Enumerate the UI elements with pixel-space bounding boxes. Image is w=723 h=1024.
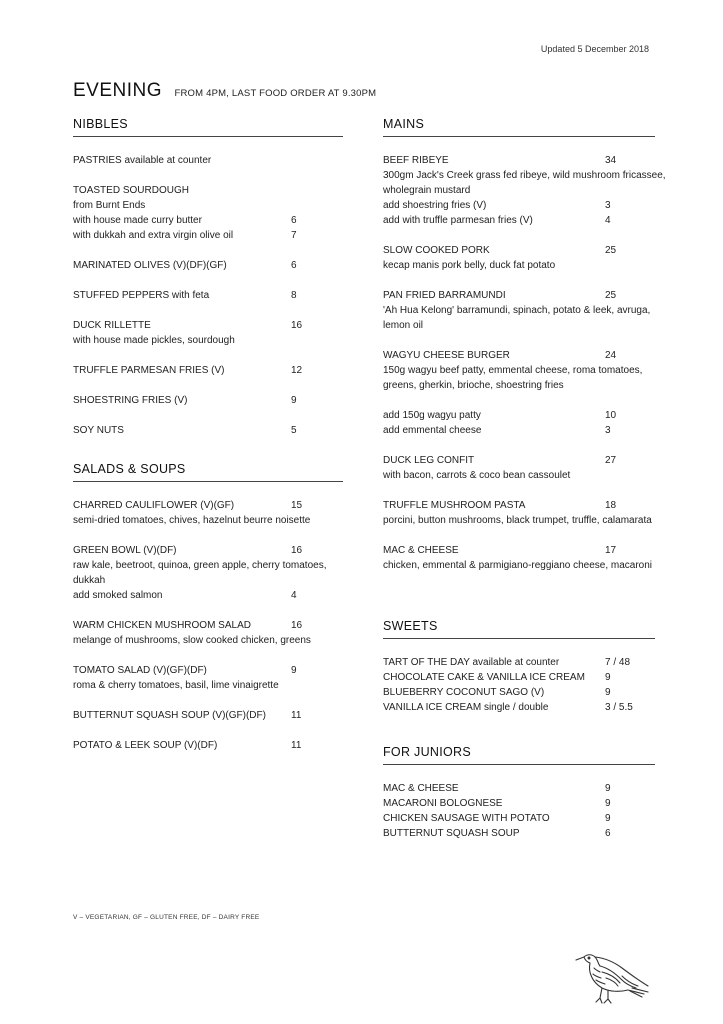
menu-item: [73, 663, 343, 693]
item-desc: melange of mushrooms, slow cooked chicken, greens: [73, 635, 311, 646]
section-title-juniors: FOR JUNIORS: [383, 745, 655, 765]
add-on-text: add 150g wagyu patty: [383, 410, 481, 421]
item-desc: 300gm Jack's Creek grass fed ribeye, wild mushroom fricassee, wholegrain mustard: [383, 170, 666, 196]
left-column: [73, 117, 343, 768]
add-on-price: 3: [605, 200, 611, 211]
menu-item: [383, 153, 666, 228]
nibbles-section: [73, 117, 343, 438]
menu-item: [73, 708, 343, 723]
menu-item: [73, 183, 343, 243]
item-price: 27: [605, 455, 617, 466]
item-price: 9: [291, 395, 297, 406]
item-price: 8: [291, 290, 297, 301]
right-column: [383, 117, 666, 841]
menu-item: [73, 738, 343, 753]
item-name: TRUFFLE PARMESAN FRIES (V): [73, 365, 225, 376]
section-title-sweets: SWEETS: [383, 619, 655, 639]
item-name: MAC & CHEESE: [383, 545, 459, 556]
menu-item: [73, 153, 343, 168]
menu-item: [383, 670, 655, 685]
item-name: MACARONI BOLOGNESE: [383, 798, 503, 809]
updated-date: Updated 5 December 2018: [540, 44, 649, 54]
item-name: TART OF THE DAY available at counter: [383, 657, 560, 668]
item-name: BEEF RIBEYE: [383, 155, 449, 166]
item-desc: raw kale, beetroot, quinoa, green apple, cherry tomatoes, dukkah: [73, 560, 327, 586]
add-on-text: add emmental cheese: [383, 425, 482, 436]
menu-item: [383, 453, 655, 483]
menu-item: [383, 243, 655, 273]
add-on-text: add shoestring fries (V): [383, 200, 487, 211]
menu-item: [383, 498, 655, 528]
item-name: WAGYU CHEESE BURGER: [383, 350, 510, 361]
item-name: BUTTERNUT SQUASH SOUP (V)(GF)(DF): [73, 710, 266, 721]
menu-item: [383, 811, 655, 826]
item-price: 12: [291, 365, 303, 376]
item-price: 34: [605, 155, 617, 166]
menu-item: [383, 700, 655, 715]
dietary-legend: V – VEGETARIAN, GF – GLUTEN FREE, DF – DAIRY FREE: [73, 914, 260, 921]
menu-item: [73, 498, 343, 528]
item-price: 9: [605, 672, 611, 683]
item-price: 16: [291, 620, 303, 631]
item-name: CHARRED CAULIFLOWER (V)(GF): [73, 500, 235, 511]
menu-item: [73, 543, 343, 603]
item-name: TOASTED SOURDOUGH: [73, 185, 189, 196]
bird-icon: [572, 946, 650, 1006]
section-title-mains: MAINS: [383, 117, 655, 137]
item-name: PASTRIES available at counter: [73, 155, 212, 166]
menu-item: [383, 685, 655, 700]
add-on-price: 10: [605, 410, 617, 421]
menu-item: [73, 258, 343, 273]
menu-item: [383, 655, 655, 670]
item-name: DUCK RILLETTE: [73, 320, 151, 331]
item-name: SLOW COOKED PORK: [383, 245, 490, 256]
item-name: WARM CHICKEN MUSHROOM SALAD: [73, 620, 251, 631]
menu-item: [73, 618, 343, 648]
item-price: 5: [291, 425, 297, 436]
item-price: 6: [605, 828, 611, 839]
menu-item: [383, 288, 655, 333]
item-price: 17: [605, 545, 617, 556]
item-price: 16: [291, 545, 303, 556]
item-price: 25: [605, 245, 617, 256]
section-title-nibbles: NIBBLES: [73, 117, 343, 137]
add-on-text: add smoked salmon: [73, 590, 163, 601]
item-price: 6: [291, 260, 297, 271]
item-name: SOY NUTS: [73, 425, 124, 436]
item-name: BLUEBERRY COCONUT SAGO (V): [383, 687, 545, 698]
add-on-text: add with truffle parmesan fries (V): [383, 215, 533, 226]
item-price: 9: [605, 798, 611, 809]
menu-item-add-ons: [383, 408, 655, 438]
section-title-salads: SALADS & SOUPS: [73, 462, 343, 482]
menu-item: [383, 826, 655, 841]
menu-item: [383, 543, 655, 573]
item-name: VANILLA ICE CREAM single / double: [383, 702, 549, 713]
item-price: 24: [605, 350, 617, 361]
item-price: 25: [605, 290, 617, 301]
item-price: 3 / 5.5: [605, 702, 633, 713]
option-text: with house made curry butter: [73, 215, 202, 226]
menu-item: [73, 318, 343, 348]
item-desc: with bacon, carrots & coco bean cassoulet: [383, 470, 571, 481]
item-price: 11: [291, 740, 302, 751]
item-desc: 'Ah Hua Kelong' barramundi, spinach, potato & leek, avruga, lemon oil: [383, 305, 651, 331]
add-on-price: 3: [605, 425, 611, 436]
item-price: 11: [291, 710, 302, 721]
menu-item: [383, 796, 655, 811]
item-name: MARINATED OLIVES (V)(DF)(GF): [73, 260, 227, 271]
item-price: 9: [605, 813, 611, 824]
menu-item: [73, 393, 343, 408]
menu-item: [383, 781, 655, 796]
item-name: TOMATO SALAD (V)(GF)(DF): [73, 665, 207, 676]
item-price: 9: [291, 665, 297, 676]
menu-item: [383, 348, 655, 393]
sweets-section: [383, 619, 655, 715]
item-desc: from Burnt Ends: [73, 200, 146, 211]
menu-item: [73, 423, 343, 438]
item-price: 15: [291, 500, 303, 511]
item-desc: semi-dried tomatoes, chives, hazelnut beurre noisette: [73, 515, 311, 526]
mains-section: [383, 117, 666, 573]
item-desc: chicken, emmental & parmigiano-reggiano cheese, macaroni: [383, 560, 653, 571]
menu-title-row: [73, 80, 376, 102]
item-price: 9: [605, 783, 611, 794]
item-name: STUFFED PEPPERS with feta: [73, 290, 210, 301]
item-price: 7 / 48: [605, 657, 631, 668]
item-name: MAC & CHEESE: [383, 783, 459, 794]
add-on-price: 4: [605, 215, 611, 226]
option-text: with dukkah and extra virgin olive oil: [73, 230, 234, 241]
salads-section: [73, 462, 343, 753]
item-name: SHOESTRING FRIES (V): [73, 395, 188, 406]
item-name: TRUFFLE MUSHROOM PASTA: [383, 500, 526, 511]
add-on-price: 4: [291, 590, 297, 601]
juniors-section: [383, 745, 655, 841]
item-price: 9: [605, 687, 611, 698]
item-name: CHICKEN SAUSAGE WITH POTATO: [383, 813, 550, 824]
item-name: POTATO & LEEK SOUP (V)(DF): [73, 740, 218, 751]
menu-item: [73, 288, 343, 303]
item-desc: kecap manis pork belly, duck fat potato: [383, 260, 556, 271]
item-name: DUCK LEG CONFIT: [383, 455, 475, 466]
option-price: 6: [291, 215, 297, 226]
item-name: GREEN BOWL (V)(DF): [73, 545, 177, 556]
item-desc: porcini, button mushrooms, black trumpet, truffle, calamarata: [383, 515, 652, 526]
menu-title: EVENING: [73, 80, 163, 101]
item-name: PAN FRIED BARRAMUNDI: [383, 290, 506, 301]
option-price: 7: [291, 230, 297, 241]
menu-subtitle: FROM 4PM, LAST FOOD ORDER AT 9.30PM: [174, 88, 377, 99]
item-name: BUTTERNUT SQUASH SOUP: [383, 828, 520, 839]
item-price: 16: [291, 320, 303, 331]
item-desc: 150g wagyu beef patty, emmental cheese, roma tomatoes, greens, gherkin, brioche, shoestring fries: [383, 365, 643, 391]
menu-item: [73, 363, 343, 378]
item-name: CHOCOLATE CAKE & VANILLA ICE CREAM: [383, 672, 585, 683]
item-desc: roma & cherry tomatoes, basil, lime vinaigrette: [73, 680, 279, 691]
item-price: 18: [605, 500, 617, 511]
item-desc: with house made pickles, sourdough: [73, 335, 235, 346]
